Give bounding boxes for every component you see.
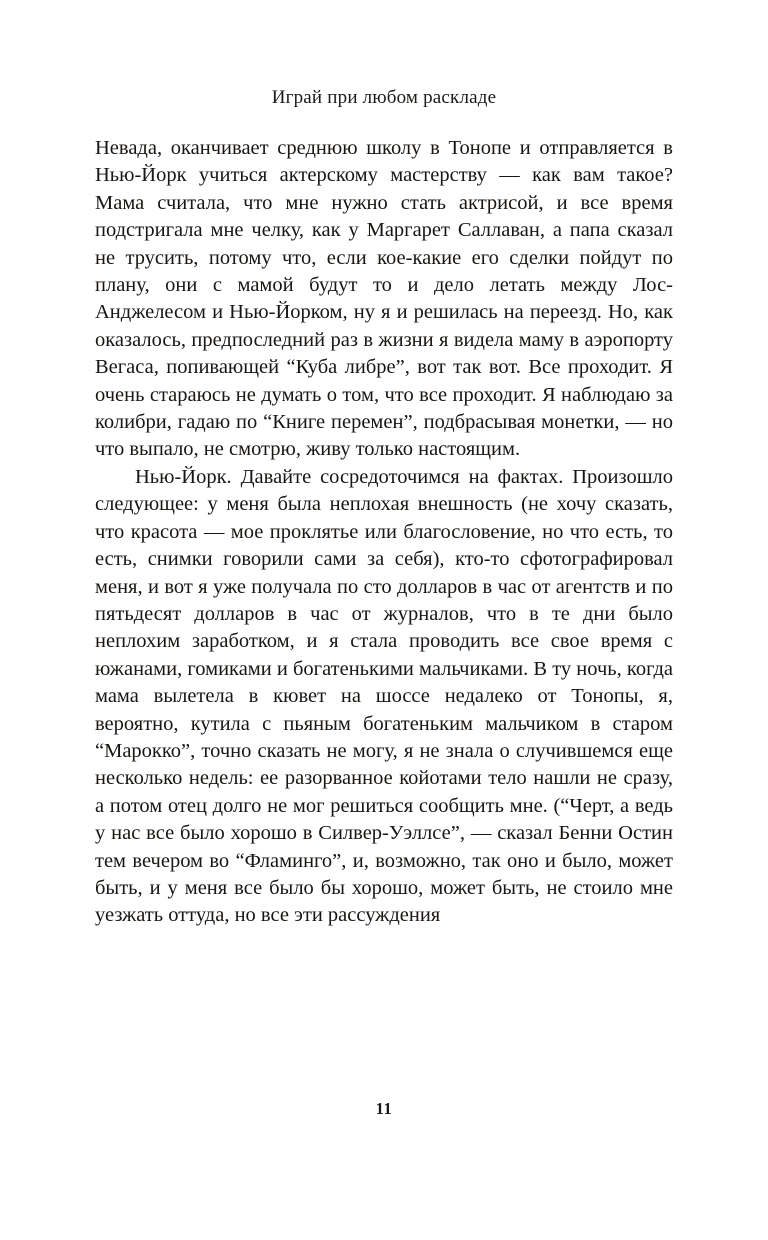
body-text (95, 135, 673, 930)
page-number: 11 (375, 1099, 393, 1118)
paragraph: Невада, оканчивает среднюю школу в Тонопе и отправляется в Нью-Йорк учиться актерскому мастерству — как вам такое? Мама считала, что мне нужно стать актрисой, и все время подстригала мне челку, как у Маргарет Саллаван, а папа сказал не трусить, потому что, если кое-какие его сделки пойдут по плану, они с мамой будут то и дело летать между Лос-Анджелесом и Нью-Йорком, ну я и решилась на переезд. Но, как оказалось, предпоследний раз в жизни я видела маму в аэропорту Вегаса, попивающей “Куба либре”, вот так вот. Все проходит. Я очень стараюсь не думать о том, что все проходит. Я наблюдаю за колибри, гадаю по “Книге перемен”, подбрасывая монетки, — но что выпало, не смотрю, живу только настоящим. (95, 137, 673, 461)
paragraph: Нью-Йорк. Давайте сосредоточимся на фактах. Произошло следующее: у меня была неплохая внешность (не хочу сказать, что красота — мое проклятье или благословение, но что есть, то есть, снимки говорили сами за себя), кто-то сфотографировал меня, и вот я уже получала по сто долларов в час от агентств и по пятьдесят долларов в час от журналов, что в те дни было неплохим заработком, и я стала проводить все свое время с южанами, гомиками и богатенькими мальчиками. В ту ночь, когда мама вылетела в кювет на шоссе недалеко от Тонопы, я, вероятно, кутила с пьяным богатеньким мальчиком в старом “Марокко”, точно сказать не могу, я не знала о случившемся еще несколько недель: ее разорванное койотами тело нашли не сразу, а потом отец долго не мог решиться сообщить мне. (“Черт, а ведь у нас все было хорошо в Силвер-Уэллсе”, — сказал Бенни Остин тем вечером во “Фламинго”, и, возможно, так оно и было, может быть, и у меня все было бы хорошо, может быть, не стоило мне уезжать оттуда, но все эти рассуждения (95, 465, 673, 927)
running-head: Играй при любом раскладе (271, 87, 497, 108)
